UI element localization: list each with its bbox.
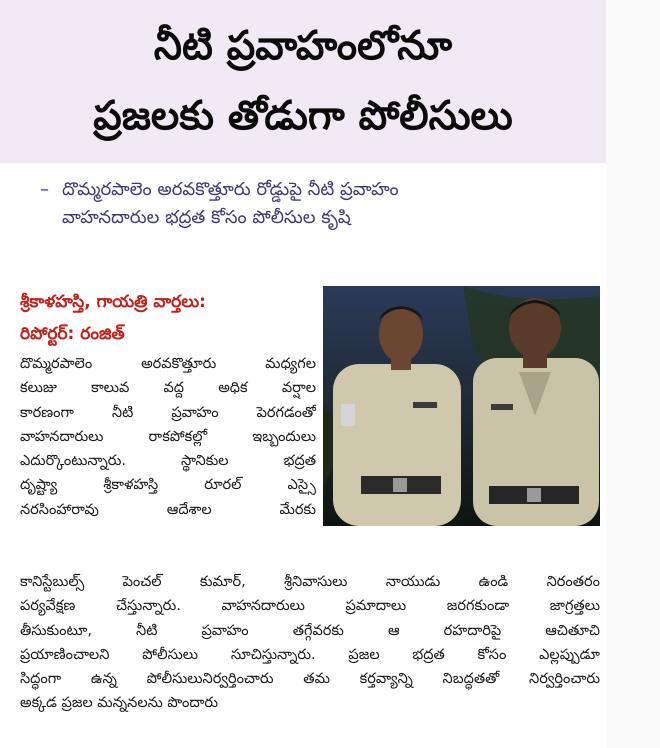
body-line: సిద్ధంగా ఉన్న పోలీసులునిర్వర్తించారు తమ కర్తవ్యాన్ని నిబద్ధతతో నిర్వర్తించారు	[20, 671, 600, 688]
police-photo	[323, 286, 600, 526]
subheadline-line-2: వాహనదారుల భద్రత కోసం పోలీసుల కృషి	[62, 207, 351, 228]
body-line: ఎదుర్కొంటున్నారు. స్థానికుల భద్రత	[20, 453, 316, 470]
dateline-reporter: రిపోర్టర్: రంజిత్	[20, 324, 125, 344]
body-line: పర్యవేక్షణ చేస్తున్నారు. వాహనదారులు ప్రమాదాలు జరగకుండా జాగ్రత్తలు	[20, 598, 600, 615]
body-line: కలుజు కాలువ వద్ద అధిక వర్షాల	[20, 380, 316, 397]
dash-bullet: –	[40, 179, 49, 200]
police-photo-illustration	[323, 286, 600, 526]
article-body-column	[20, 352, 316, 522]
subheadline-line-1	[40, 176, 600, 204]
body-line: అక్కడ ప్రజల మన్ననలను పొందారు	[20, 695, 219, 712]
dateline	[20, 286, 320, 350]
body-line: తీసుకుంటూ, నీటి ప్రవాహం తగ్గేవరకు ఆ రహదారిపై ఆచితూచి	[20, 622, 600, 639]
subheadline-text-1: దొమ్మరపాలెం అరవకొత్తూరు రోడ్డుపై నీటి ప్రవాహం	[62, 179, 399, 200]
headline-banner	[0, 0, 606, 163]
body-line: దృష్ట్యా శ్రీకాళహస్తి రూరల్ ఎస్సై	[20, 477, 316, 494]
body-line: కారణంగా నీటి ప్రవాహం పెరగడంతో	[20, 404, 316, 421]
body-line: నరసింహారావు ఆదేశాల మేరకు	[20, 501, 316, 518]
body-line: దొమ్మరపాలెం అరవకొత్తూరు మధ్యగల	[20, 356, 316, 372]
body-line: వాహనదారులు రాకపోకల్లో ఇబ్బందులు	[20, 428, 316, 445]
body-line: కానిస్టేబుల్స్ పెంచల్ కుమార్, శ్రీనివాసులు నాయుడు ఉండి నిరంతరం	[20, 574, 600, 590]
subheadline	[40, 176, 600, 232]
dateline-place: శ్రీకాళహస్తి, గాయత్రి వార్తలు:	[20, 292, 206, 312]
article-body-full	[20, 570, 600, 716]
body-line: ప్రయాణించాలని పోలీసులు సూచిస్తున్నారు. ప్రజల భద్రత కోసం ఎల్లప్పుడూ	[20, 646, 600, 663]
page-margin	[606, 0, 660, 748]
headline-line-2: ప్రజలకు తోడుగా పోలీసులు	[93, 93, 513, 139]
headline-line-1: నీటి ప్రవాహంలోనూ	[153, 23, 453, 69]
